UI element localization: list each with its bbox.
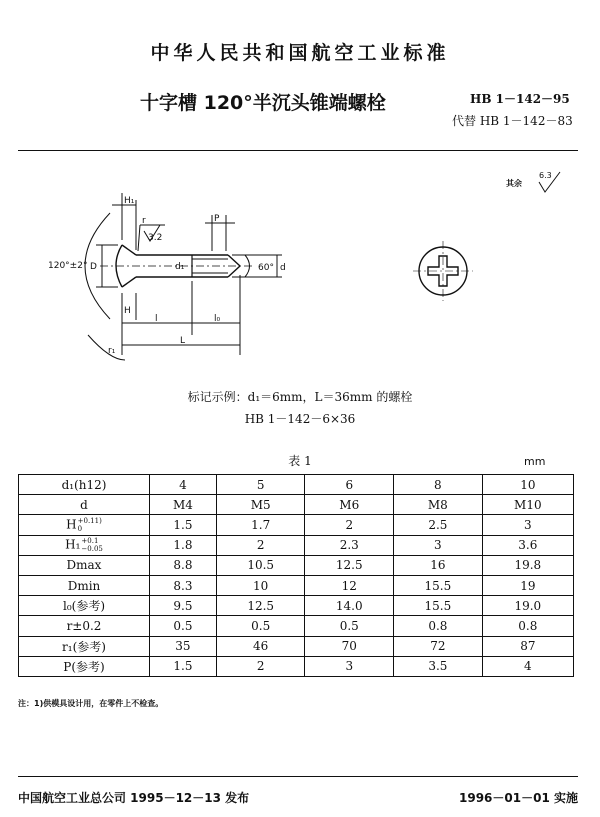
label-H: H: [124, 306, 131, 316]
row-header: d: [19, 495, 150, 515]
table-cell: 3: [482, 515, 573, 535]
table-cell: M6: [305, 495, 394, 515]
table-cell: 15.5: [394, 596, 483, 616]
table-cell: 16: [394, 555, 483, 575]
table-cell: M8: [394, 495, 483, 515]
label-r1: r₁: [108, 346, 116, 356]
table-cell: 72: [394, 636, 483, 656]
row-header: H +0.11) 0: [19, 515, 150, 535]
header-divider: [18, 150, 578, 151]
standard-org-title: 中华人民共和国航空工业标准: [150, 42, 450, 64]
table-cell: 19: [482, 575, 573, 595]
table-cell: 0.5: [305, 616, 394, 636]
table-row: [19, 656, 574, 676]
row-header: H₁ +0.1 −0.05: [19, 535, 150, 555]
table-cell: 12: [305, 575, 394, 595]
table-cell: 3.6: [482, 535, 573, 555]
table-row: [19, 596, 574, 616]
table-cell: 8.8: [150, 555, 217, 575]
document-title: 十字槽 120°半沉头锥端螺栓: [140, 92, 386, 114]
table-cell: 0.8: [482, 616, 573, 636]
label-d: d: [280, 263, 286, 273]
row-header: Dmax: [19, 555, 150, 575]
standard-code: HB 1－142－95: [470, 92, 570, 106]
tolerance-upper: +0.1: [81, 537, 99, 546]
tolerance-lower: −0.05: [81, 545, 103, 554]
cross-recess-view: [408, 238, 478, 308]
table-cell: 10: [216, 575, 305, 595]
table-caption: 表 1: [288, 454, 312, 468]
table-cell: 15.5: [394, 575, 483, 595]
table-cell: 3: [305, 656, 394, 676]
table-cell: 1.8: [150, 535, 217, 555]
label-roughness-head: 3.2: [148, 233, 163, 243]
table-cell: 2: [216, 535, 305, 555]
row-header: r₁(参考): [19, 636, 150, 656]
row-header: r±0.2: [19, 616, 150, 636]
table-row: [19, 515, 574, 535]
table-cell: 8.3: [150, 575, 217, 595]
label-l: l: [155, 314, 158, 324]
table-row: [19, 575, 574, 595]
table-unit: mm: [524, 455, 546, 468]
label-L: L: [180, 336, 186, 346]
table-cell: 19.8: [482, 555, 573, 575]
label-P: P: [214, 214, 220, 224]
table-row: [19, 636, 574, 656]
table-cell: 2: [305, 515, 394, 535]
table-cell: 3.5: [394, 656, 483, 676]
label-angle: 120°±2°: [48, 261, 88, 271]
table-cell: 8: [394, 475, 483, 495]
table-cell: M5: [216, 495, 305, 515]
label-d1: d₁: [175, 262, 185, 272]
table-row: [19, 535, 574, 555]
table-cell: 70: [305, 636, 394, 656]
label-D: D: [90, 262, 97, 272]
tolerance-lower: 0: [77, 524, 83, 533]
tolerance-upper: +0.11): [77, 516, 102, 525]
table-cell: 2.5: [394, 515, 483, 535]
table-cell: 5: [216, 475, 305, 495]
table-cell: 2.3: [305, 535, 394, 555]
table-cell: 12.5: [305, 555, 394, 575]
table-cell: 0.5: [150, 616, 217, 636]
table-cell: 0.5: [216, 616, 305, 636]
table-cell: 14.0: [305, 596, 394, 616]
table-cell: 9.5: [150, 596, 217, 616]
table-cell: 19.0: [482, 596, 573, 616]
table-cell: 3: [394, 535, 483, 555]
label-H1: H₁: [124, 196, 135, 206]
table-cell: 46: [216, 636, 305, 656]
bolt-drawing: [40, 185, 370, 370]
row-header: l₀(参考): [19, 596, 150, 616]
table-cell: 6: [305, 475, 394, 495]
effective-date: 1996－01－01 实施: [459, 791, 578, 805]
roughness-label: 其余: [506, 179, 522, 188]
table-cell: 2: [216, 656, 305, 676]
marking-example: 标记示例：d₁＝6mm，L＝36mm 的螺栓: [187, 390, 413, 404]
table-row: [19, 616, 574, 636]
table-row: [19, 555, 574, 575]
issue-date: 中国航空工业总公司 1995－12－13 发布: [18, 791, 250, 805]
table-cell: 1.7: [216, 515, 305, 535]
roughness-value: 6.3: [539, 171, 552, 180]
table-cell: 1.5: [150, 515, 217, 535]
label-r: r: [142, 216, 146, 226]
table-cell: 12.5: [216, 596, 305, 616]
table-cell: 1.5: [150, 656, 217, 676]
table-row: [19, 495, 574, 515]
row-header: Dmin: [19, 575, 150, 595]
table-cell: 35: [150, 636, 217, 656]
table-cell: 4: [482, 656, 573, 676]
table-cell: 0.8: [394, 616, 483, 636]
table-row: [19, 475, 574, 495]
row-header: P(参考): [19, 656, 150, 676]
label-l0: l₀: [214, 314, 221, 324]
label-cone-angle: 60°: [258, 263, 274, 273]
replaces-code: 代替 HB 1－142－83: [452, 114, 573, 128]
table-cell: 87: [482, 636, 573, 656]
table-cell: 4: [150, 475, 217, 495]
roughness-symbol-icon: [536, 170, 566, 196]
dimensions-table: [18, 474, 574, 677]
marking-example-code: HB 1－142－6×36: [244, 412, 356, 426]
table-cell: 10.5: [216, 555, 305, 575]
footer-divider: [18, 776, 578, 777]
table-cell: M10: [482, 495, 573, 515]
table-note: 注：1)供模具设计用，在零件上不检查。: [18, 699, 164, 708]
table-cell: M4: [150, 495, 217, 515]
row-header: d₁(h12): [19, 475, 150, 495]
table-cell: 10: [482, 475, 573, 495]
